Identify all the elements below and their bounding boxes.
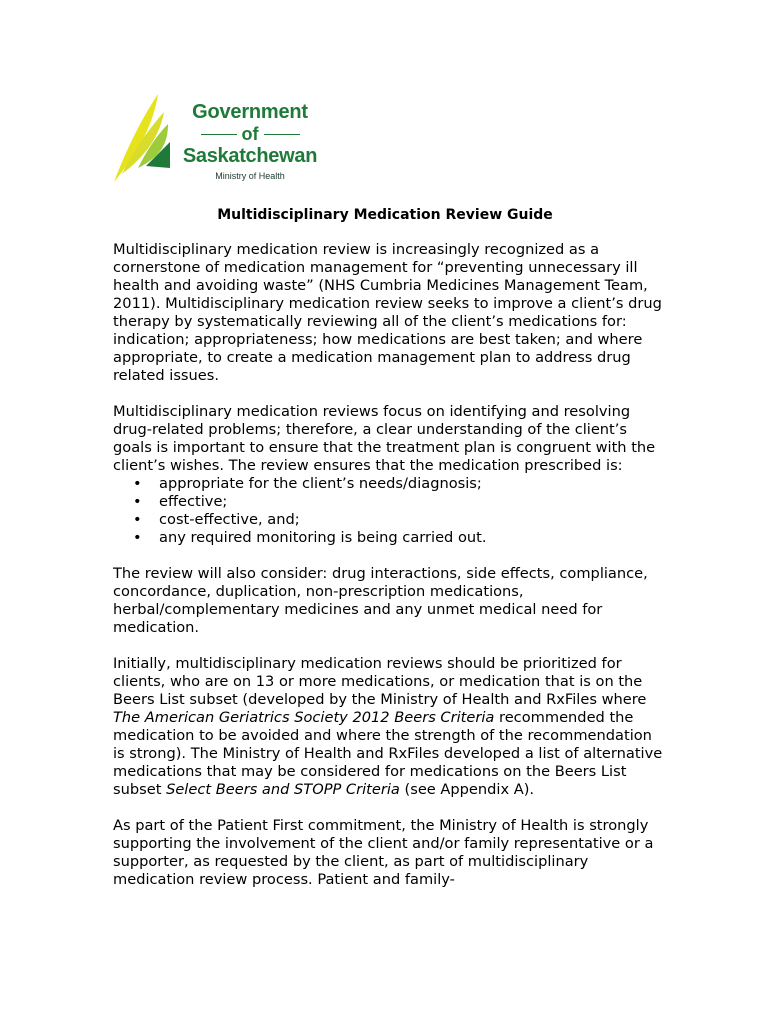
logo-rule-left bbox=[201, 134, 237, 135]
logo-wordmark bbox=[180, 100, 320, 182]
government-logo bbox=[112, 90, 322, 190]
paragraph-prioritization: Initially, multidisciplinary medication reviews should be prioritized for clients, who are on 13 or more medications, or medication that is on the Beers List subset (developed by the Ministry of Health and RxFiles where The American Geriatrics Society 2012 Beers Criteria recommended the medication to be avoided and where the strength of the recommendation is strong). The Ministry of Health and RxFiles developed a list of alternative medications that may be considered for medications on the Beers List subset Select Beers and STOPP Criteria (see Appendix A). bbox=[113, 655, 663, 798]
list-item: • appropriate for the client’s needs/diagnosis; bbox=[133, 475, 482, 492]
bullet-icon: • bbox=[133, 475, 142, 492]
list-item: • any required monitoring is being carried out. bbox=[133, 529, 487, 546]
logo-of-row bbox=[180, 124, 320, 144]
paragraph-patient-first: As part of the Patient First commitment, the Ministry of Health is strongly supporting the involvement of the client and/or family representative or a supporter, as requested by the client, as part of multidisciplinary medication review process. Patient and family- bbox=[113, 817, 654, 888]
logo-rule-right bbox=[264, 134, 300, 135]
logo-line-of: of bbox=[241, 124, 259, 144]
paragraph-considerations: The review will also consider: drug interactions, side effects, compliance, concordance, duplication, non-prescription medications, herbal/complementary medicines and any unmet medical need for medication. bbox=[113, 565, 648, 636]
criteria-list bbox=[113, 475, 668, 547]
logo-line-saskatchewan: Saskatchewan bbox=[182, 145, 318, 167]
bullet-icon: • bbox=[133, 529, 142, 546]
citation-beers-criteria: The American Geriatrics Society 2012 Beers Criteria bbox=[113, 709, 495, 726]
leaf-emblem-icon bbox=[112, 90, 182, 190]
citation-select-beers-stopp: Select Beers and STOPP Criteria bbox=[166, 781, 400, 798]
paragraph-intro: Multidisciplinary medication review is increasingly recognized as a cornerstone of medication management for “preventing unnecessary ill health and avoiding waste” (NHS Cumbria Medicines Management Team, 2011). Multidisciplinary medication review seeks to improve a client’s drug therapy by systematically reviewing all of the client’s medications for: indication; appropriateness; how medications are best taken; and where appropriate, to create a medication management plan to address drug related issues. bbox=[113, 241, 662, 384]
bullet-icon: • bbox=[133, 511, 142, 528]
logo-ministry: Ministry of Health bbox=[215, 171, 285, 181]
document-title: Multidisciplinary Medication Review Guide bbox=[217, 207, 553, 223]
bullet-icon: • bbox=[133, 493, 142, 510]
list-item: • cost-effective, and; bbox=[133, 511, 300, 528]
document-body bbox=[113, 241, 668, 889]
list-item: • effective; bbox=[133, 493, 228, 510]
logo-line-government: Government bbox=[192, 101, 308, 123]
paragraph-focus: Multidisciplinary medication reviews focus on identifying and resolving drug-related problems; therefore, a clear understanding of the client’s goals is important to ensure that the treatment plan is congruent with the client’s wishes. The review ensures that the medication prescribed is: bbox=[113, 403, 656, 474]
